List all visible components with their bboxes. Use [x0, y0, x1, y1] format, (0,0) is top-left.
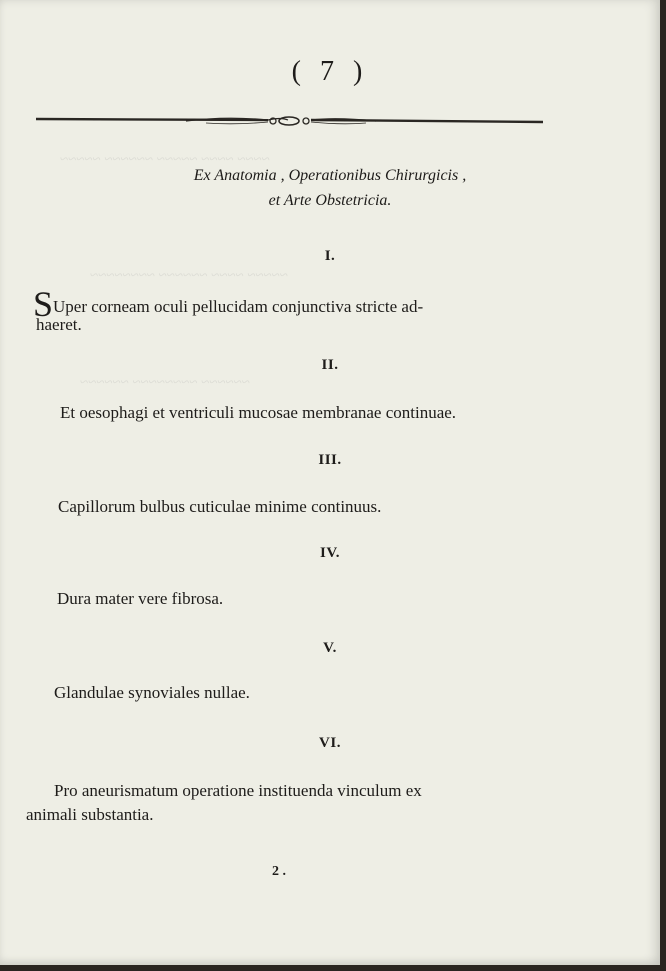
thesis-text-line: Uper corneam oculi pellucidam conjunctiva stricte ad-	[53, 297, 424, 316]
section-heading-line-1: Ex Anatomia , Operationibus Chirurgicis ,	[193, 167, 467, 184]
thesis-numeral: II.	[321, 357, 339, 373]
thesis-text-line: Capillorum bulbus cuticulae minime continuus.	[58, 497, 382, 516]
thesis-numeral: IV.	[320, 545, 340, 561]
thesis-text-line: haeret.	[36, 315, 82, 334]
thesis-text	[33, 284, 424, 324]
thesis-text-line: Glandulae synoviales nullae.	[54, 683, 250, 702]
bleed-through-text: ~~~~~~ ~~~~~~~~ ~~~~~~	[80, 375, 250, 391]
thesis-numeral: VI.	[319, 735, 341, 751]
thesis-numeral: I.	[324, 248, 336, 264]
section-heading-line-2: et Arte Obstetricia.	[268, 192, 392, 209]
thesis-numeral: III.	[318, 452, 342, 468]
thesis-text-line: Pro aneurismatum operatione instituenda vinculum ex	[54, 781, 422, 800]
thesis-text-line: Et oesophagi et ventriculi mucosae membranae continuae.	[60, 403, 457, 422]
thesis-text-line: Dura mater vere fibrosa.	[57, 589, 224, 608]
bleed-through-text: ~~~~ ~~~~ ~~~~~ ~~~~~~ ~~~~~	[60, 152, 270, 168]
thesis-text-line: animali substantia.	[26, 805, 154, 824]
drop-cap: S	[33, 284, 54, 324]
page-number: ( 7 )	[291, 56, 369, 87]
bleed-through-text: ~~~~~ ~~~~ ~~~~~~ ~~~~~~~~	[90, 268, 288, 284]
catchword: 2 .	[272, 864, 286, 879]
thesis-numeral: V.	[323, 640, 337, 656]
ornamental-rule	[36, 112, 543, 132]
